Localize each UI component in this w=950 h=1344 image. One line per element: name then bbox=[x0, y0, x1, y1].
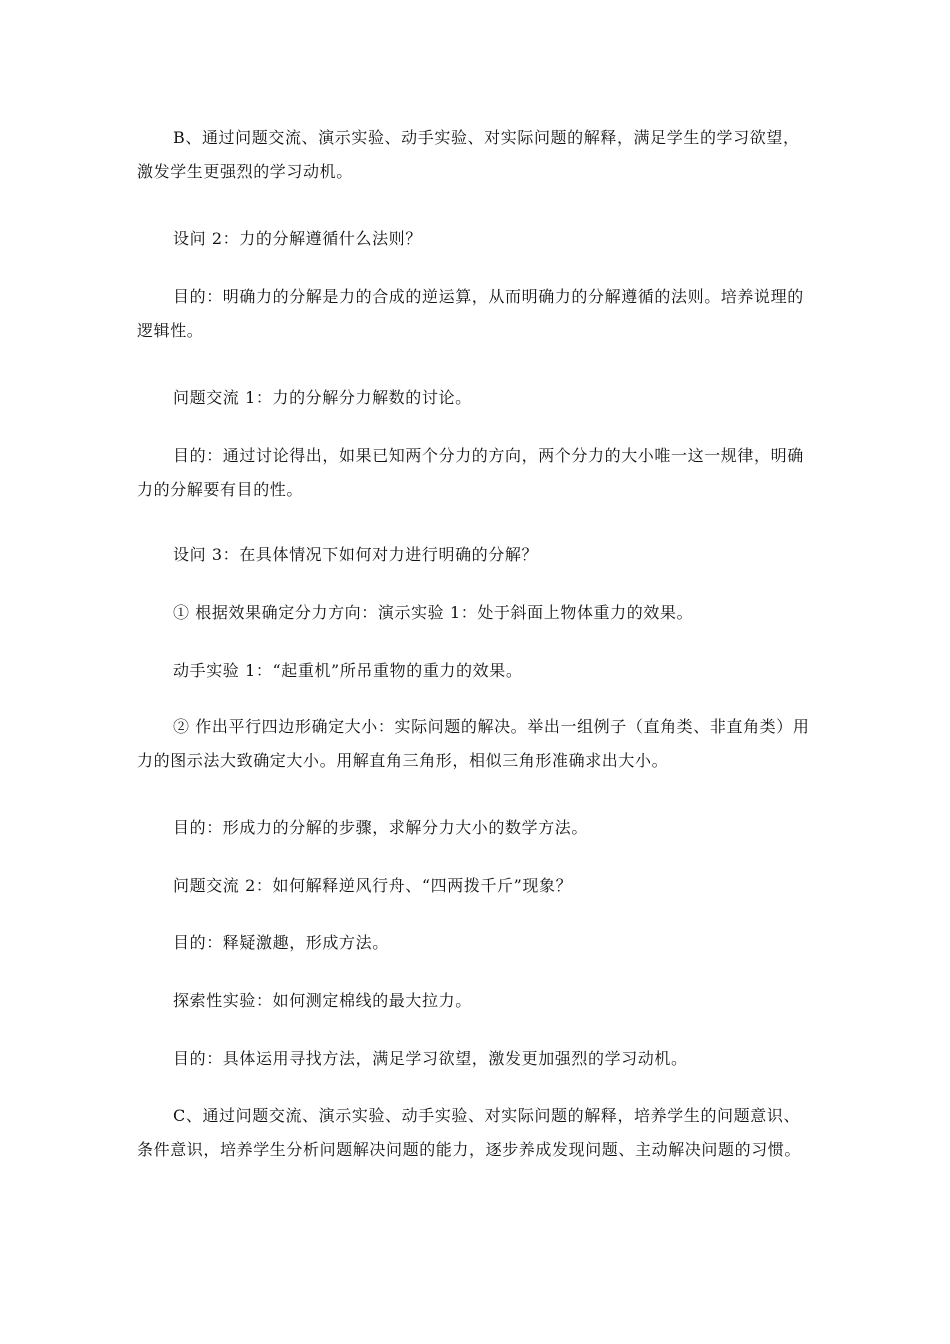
text-line: 目的：明确力的分解是力的合成的逆运算，从而明确力的分解遵循的法则。培养说理的 bbox=[173, 287, 804, 306]
text-line: 探索性实验：如何测定棉线的最大拉力。 bbox=[173, 991, 472, 1010]
text-line: ① 根据效果确定分力方向：演示实验 1：处于斜面上物体重力的效果。 bbox=[173, 603, 694, 622]
text-line: 力的分解要有目的性。 bbox=[137, 480, 304, 499]
paragraph-discussion-1 bbox=[137, 381, 827, 415]
paragraph-purpose-2 bbox=[137, 439, 827, 507]
paragraph-b-goal bbox=[137, 121, 827, 189]
text-line: 条件意识，培养学生分析问题解决问题的能力，逐步养成发现问题、主动解决问题的习惯。 bbox=[137, 1140, 802, 1159]
text-line: 目的：具体运用寻找方法，满足学习欲望，激发更加强烈的学习动机。 bbox=[173, 1049, 688, 1068]
paragraph-purpose-1 bbox=[137, 280, 827, 348]
paragraph-discussion-2 bbox=[137, 869, 827, 903]
paragraph-purpose-5 bbox=[137, 1042, 827, 1076]
text-line: 设问 3：在具体情况下如何对力进行明确的分解？ bbox=[173, 545, 539, 564]
text-line: C、通过问题交流、演示实验、动手实验、对实际问题的解释，培养学生的问题意识、 bbox=[173, 1106, 801, 1125]
text-line: 问题交流 2：如何解释逆风行舟、“四两拨千斤”现象？ bbox=[173, 876, 573, 895]
text-line: 设问 2：力的分解遵循什么法则？ bbox=[173, 229, 422, 248]
text-line: 目的：释疑激趣，形成方法。 bbox=[173, 933, 389, 952]
text-line: 目的：通过讨论得出，如果已知两个分力的方向，两个分力的大小唯一这一规律，明确 bbox=[173, 446, 804, 465]
text-line: ② 作出平行四边形确定大小：实际问题的解决。举出一组例子（直角类、非直角类）用 bbox=[173, 717, 810, 736]
text-line: 问题交流 1：力的分解分力解数的讨论。 bbox=[173, 388, 472, 407]
text-line: 激发学生更强烈的学习动机。 bbox=[137, 162, 353, 181]
paragraph-question-2 bbox=[137, 222, 827, 256]
paragraph-purpose-3 bbox=[137, 811, 827, 845]
text-line: 逻辑性。 bbox=[137, 321, 204, 340]
text-line: 力的图示法大致确定大小。用解直角三角形，相似三角形准确求出大小。 bbox=[137, 751, 669, 770]
text-line: B、通过问题交流、演示实验、动手实验、对实际问题的解释，满足学生的学习欲望， bbox=[173, 128, 800, 147]
paragraph-question-3 bbox=[137, 538, 827, 572]
paragraph-c-goal bbox=[137, 1099, 827, 1167]
paragraph-purpose-4 bbox=[137, 926, 827, 960]
paragraph-step-2 bbox=[137, 710, 827, 778]
paragraph-hands-on-1 bbox=[137, 654, 827, 688]
text-line: 目的：形成力的分解的步骤，求解分力大小的数学方法。 bbox=[173, 818, 589, 837]
text-line: 动手实验 1：“起重机”所吊重物的重力的效果。 bbox=[173, 661, 523, 680]
paragraph-step-1 bbox=[137, 596, 827, 630]
paragraph-exploratory-experiment bbox=[137, 984, 827, 1018]
